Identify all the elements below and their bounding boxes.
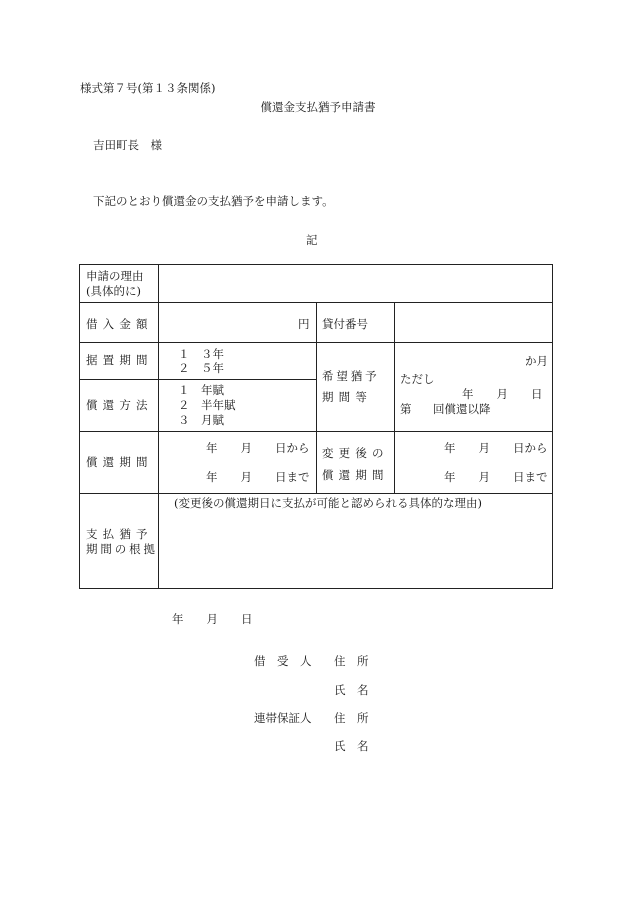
application-date: 年 月 日 — [172, 612, 253, 626]
application-table — [79, 264, 553, 589]
borrow-amount-label: 借入金額 — [86, 317, 153, 331]
repay-period-from: 年 月 日から — [206, 441, 310, 455]
grace-option-1: １ ３年 — [178, 347, 224, 361]
loan-number-label: 貸付番号 — [322, 317, 368, 331]
desired-sublabel: 期間等 — [322, 390, 373, 404]
basis-sublabel: 期間の根拠 — [86, 542, 158, 556]
desired-label: 希望猶予 — [322, 369, 380, 383]
reason-field[interactable] — [160, 267, 550, 300]
repay-method-label: 償還方法 — [86, 398, 153, 412]
months-unit: か月 — [525, 354, 548, 368]
repay-period-until: 年 月 日まで — [206, 470, 310, 484]
guarantor-label: 連帯保証人 — [254, 711, 312, 725]
desired-date: 年 月 日 — [462, 387, 543, 401]
guarantor-address-label: 住 所 — [334, 711, 369, 725]
changed-period-from: 年 月 日から — [444, 441, 548, 455]
dai-label: 第 — [400, 402, 412, 416]
tadashi-label: ただし — [400, 372, 435, 386]
repay-period-label: 償還期間 — [86, 455, 153, 469]
addressee: 吉田町長 様 — [93, 138, 162, 152]
grace-period-label: 据置期間 — [86, 353, 153, 367]
changed-period-label: 変更後の — [322, 446, 389, 460]
loan-number-field[interactable] — [396, 304, 550, 340]
yen-unit: 円 — [298, 317, 310, 331]
borrower-address-label: 住 所 — [334, 654, 369, 668]
changed-period-until: 年 月 日まで — [444, 470, 548, 484]
reason-sublabel: (具体的に) — [86, 284, 141, 298]
grace-option-2: ２ ５年 — [178, 361, 224, 375]
basis-note: (変更後の償還期日に支払が可能と認められる具体的な理由) — [174, 496, 482, 510]
reason-label: 申請の理由 — [86, 269, 144, 283]
repay-after-label: 回償還以降 — [433, 402, 491, 416]
basis-field[interactable] — [160, 513, 550, 585]
changed-period-sublabel: 償還期間 — [322, 468, 389, 482]
intro-text: 下記のとおり償還金の支払猶予を申請します。 — [93, 194, 334, 208]
guarantor-name-label: 氏 名 — [334, 739, 369, 753]
borrower-name-label: 氏 名 — [334, 683, 369, 697]
basis-label: 支払猶予 — [86, 527, 153, 541]
page-title: 償還金支払猶予申請書 — [260, 100, 376, 114]
form-number: 様式第７号(第１３条関係) — [80, 81, 216, 95]
borrower-label: 借 受 人 — [254, 654, 312, 668]
repay-option-3: ３ 月賦 — [178, 413, 224, 427]
repay-option-1: １ 年賦 — [178, 383, 224, 397]
ki-heading: 記 — [306, 233, 318, 247]
repay-option-2: ２ 半年賦 — [178, 398, 236, 412]
